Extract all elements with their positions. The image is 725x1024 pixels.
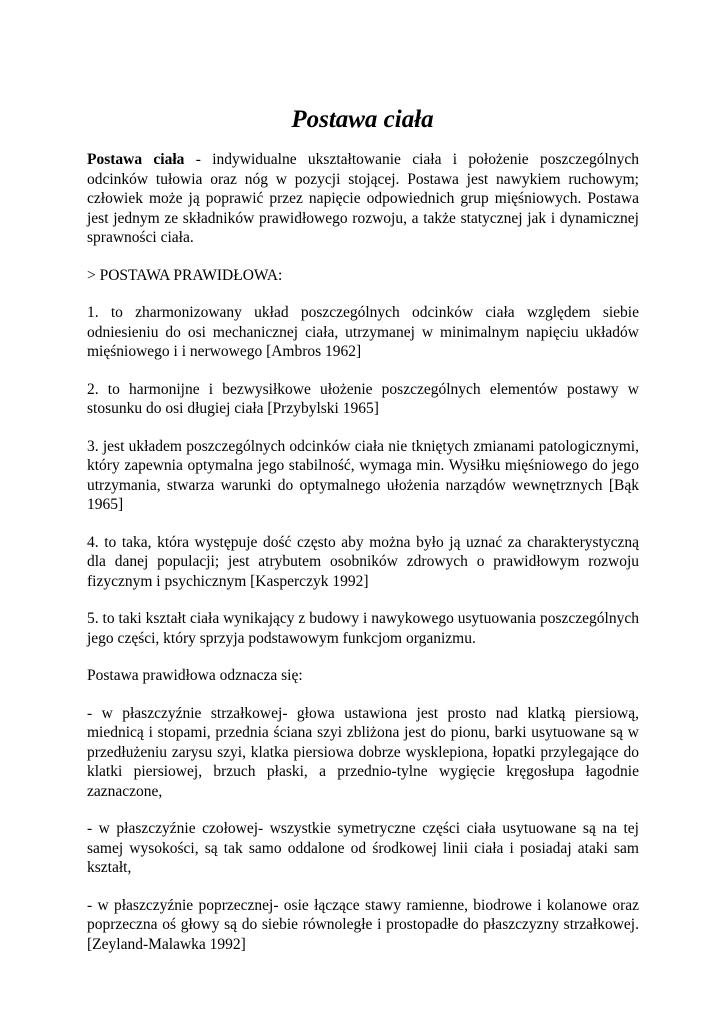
plane-frontal: - w płaszczyźnie czołowej- wszystkie symetryczne części ciała usytuowane są na tej samej wysokości, są tak samo oddalone od środkowej linii ciała i posiadaj ataki sam kształt, bbox=[87, 820, 639, 876]
definition-5: 5. to taki kształt ciała wynikający z budowy i nawykowego usytuowania poszczególnych jego części, który sprzyja podstawowym funkcjom organizmu. bbox=[87, 610, 639, 647]
intro-text: - indywidualne ukształtowanie ciała i położenie poszczególnych odcinków tułowia oraz nóg w pozycji stojącej. Postawa jest nawykiem ruchowym; człowiek może ją poprawić przez napięcie odpowiednich grup mięśniowych. Postawa jest jednym ze składników prawidłowego rozwoju, a także statycznej jak i dynamicznej sprawności ciała. bbox=[87, 151, 639, 246]
plane-transverse: - w płaszczyźnie poprzecznej- osie łączące stawy ramienne, biodrowe i kolanowe oraz poprzeczna oś głowy są do siebie równoległe i prostopadłe do płaszczyzny strzałkowej. [Zeyland-Malawka 1992] bbox=[87, 896, 639, 953]
document-title: Postawa ciała bbox=[291, 106, 434, 133]
intro-paragraph bbox=[87, 150, 639, 248]
plane-sagittal: - w płaszczyźnie strzałkowej- głowa ustawiona jest prosto nad klatką piersiową, miednicą i stopami, przednia ściana szyi zbliżona jest do pionu, barki usytuowane są w przedłużeniu zarysu szyi, klatka piersiowa dobrze wysklepiona, łopatki przylegające do klatki piersiowej, brzuch płaski, a przednio-tylne wygięcie kręgosłupa łagodnie zaznaczone, bbox=[87, 704, 639, 800]
features-heading: Postawa prawidłowa odznacza się: bbox=[87, 667, 303, 684]
definition-1: 1. to zharmonizowany układ poszczególnych odcinków ciała względem siebie odniesieniu do osi mechanicznej ciała, utrzymanej w minimalnym napięciu układów mięśniowego i i nerwowego [Ambros 1962] bbox=[87, 304, 639, 360]
document-body bbox=[87, 150, 639, 972]
intro-term: Postawa ciała bbox=[87, 151, 185, 168]
definition-3: 3. jest układem poszczególnych odcinków ciała nie tkniętych zmianami patologicznymi, który zapewnia optymalna jego stabilność, wymaga min. Wysiłku mięśniowego do jego utrzymania, stwarza warunki do optymalnego ułożenia narządów wewnętrznych [Bąk 1965] bbox=[87, 437, 639, 513]
section-heading: > POSTAWA PRAWIDŁOWA: bbox=[87, 266, 283, 284]
definition-4: 4. to taka, która występuje dość często aby można było ją uznać za charakterystyczną dla danej populacji; jest atrybutem osobników zdrowych o prawidłowym rozwoju fizycznym i psychicznym [Kasperczyk 1992] bbox=[87, 533, 639, 590]
definition-2: 2. to harmonijne i bezwysiłkowe ułożenie poszczególnych elementów postawy w stosunku do osi długiej ciała [Przybylski 1965] bbox=[87, 380, 639, 417]
